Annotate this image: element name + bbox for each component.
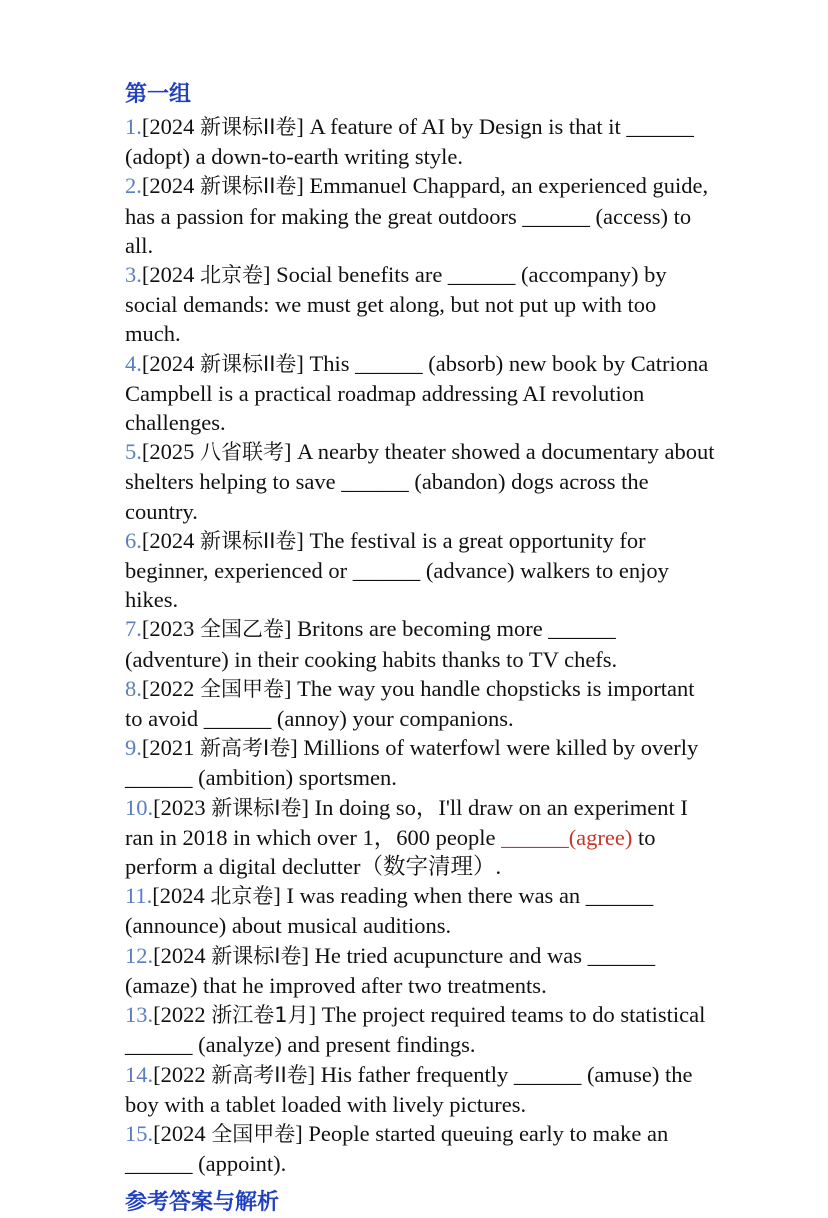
question-text: Emmanuel Chappard, an experienced guide, has a passion for making the great outdoors ______ (access) to all.	[125, 173, 709, 258]
question-item	[125, 1060, 715, 1119]
question-text: His father frequently ______ (amuse) the boy with a tablet loaded with lively pictures.	[125, 1061, 693, 1117]
answer-section-heading: 参考答案与解析	[125, 1190, 280, 1215]
question-item	[125, 112, 715, 171]
question-text-tail: to perform a digital declutter（数字清理）.	[125, 824, 656, 880]
highlighted-blank: ______(agree)	[501, 824, 633, 850]
question-item	[125, 437, 715, 526]
question-number: 13.	[125, 1002, 154, 1028]
question-text: A nearby theater showed a documentary about shelters helping to save ______ (abandon) dogs across the country.	[125, 439, 715, 524]
question-item	[125, 793, 715, 882]
question-number: 5.	[125, 439, 142, 465]
question-number: 7.	[125, 616, 142, 642]
question-number: 10.	[125, 794, 154, 820]
question-number: 4.	[125, 350, 142, 376]
question-number: 2.	[125, 173, 142, 199]
question-item	[125, 1119, 715, 1178]
question-number: 6.	[125, 527, 142, 553]
question-item	[125, 526, 715, 615]
question-number: 9.	[125, 735, 142, 761]
question-item	[125, 941, 715, 1000]
question-number: 3.	[125, 262, 142, 288]
question-text: Social benefits are ______ (accompany) by social demands: we must get along, but not put up with too much.	[125, 262, 667, 347]
question-text: I was reading when there was an ______ (announce) about musical auditions.	[125, 883, 654, 939]
question-number: 12.	[125, 942, 154, 968]
question-number: 15.	[125, 1120, 154, 1146]
question-text: Britons are becoming more ______ (adventure) in their cooking habits thanks to TV chefs.	[125, 616, 618, 672]
question-text: Millions of waterfowl were killed by overly ______ (ambition) sportsmen.	[125, 735, 699, 791]
question-source: [2024 全国甲卷]	[153, 1120, 309, 1146]
question-item	[125, 171, 715, 260]
question-text: He tried acupuncture and was ______ (amaze) that he improved after two treatments.	[125, 942, 656, 998]
question-number: 8.	[125, 675, 142, 701]
exercise-page	[125, 78, 715, 1178]
question-source: [2023 全国乙卷]	[141, 616, 298, 642]
question-item	[125, 1000, 715, 1059]
question-source: [2022 浙江卷1月]	[153, 1002, 322, 1028]
question-source: [2023 新课标I卷]	[153, 794, 315, 820]
group-heading: 第一组	[125, 82, 192, 107]
question-source: [2022 全国甲卷]	[141, 675, 298, 701]
question-text: A feature of AI by Design is that it ______ (adopt) a down-to-earth writing style.	[125, 114, 694, 170]
question-source: [2024 北京卷]	[141, 262, 277, 288]
question-text: The festival is a great opportunity for beginner, experienced or ______ (advance) walkers to enjoy hikes.	[125, 527, 669, 613]
question-text: People started queuing early to make an ______ (appoint).	[125, 1120, 669, 1177]
question-source: [2024 新课标I卷]	[153, 942, 315, 968]
question-item	[125, 881, 715, 940]
question-source: [2024 新课标II卷]	[141, 114, 310, 139]
question-text: In doing so，I'll draw on an experiment I ran in 2018 in which over 1，600 people	[125, 794, 688, 850]
question-item	[125, 349, 715, 438]
question-text: The project required teams to do statistical ______ (analyze) and present findings.	[125, 1002, 706, 1058]
question-text: This ______ (absorb) new book by Catriona Campbell is a practical roadmap addressing AI revolution challenges.	[125, 350, 709, 436]
question-text: The way you handle chopsticks is important to avoid ______ (annoy) your companions.	[125, 675, 695, 732]
question-item	[125, 260, 715, 349]
question-number: 1.	[125, 114, 142, 139]
question-source: [2024 新课标II卷]	[141, 527, 310, 553]
question-source: [2024 新课标II卷]	[141, 173, 310, 199]
question-source: [2022 新高考II卷]	[153, 1061, 321, 1087]
question-source: [2025 八省联考]	[141, 439, 298, 465]
question-source: [2024 新课标II卷]	[141, 350, 310, 376]
question-item	[125, 733, 715, 792]
question-source: [2021 新高考I卷]	[141, 735, 304, 761]
question-number: 14.	[125, 1061, 154, 1087]
question-item	[125, 614, 715, 673]
question-number: 11.	[125, 883, 153, 909]
question-item	[125, 674, 715, 733]
question-source: [2024 北京卷]	[152, 883, 287, 909]
